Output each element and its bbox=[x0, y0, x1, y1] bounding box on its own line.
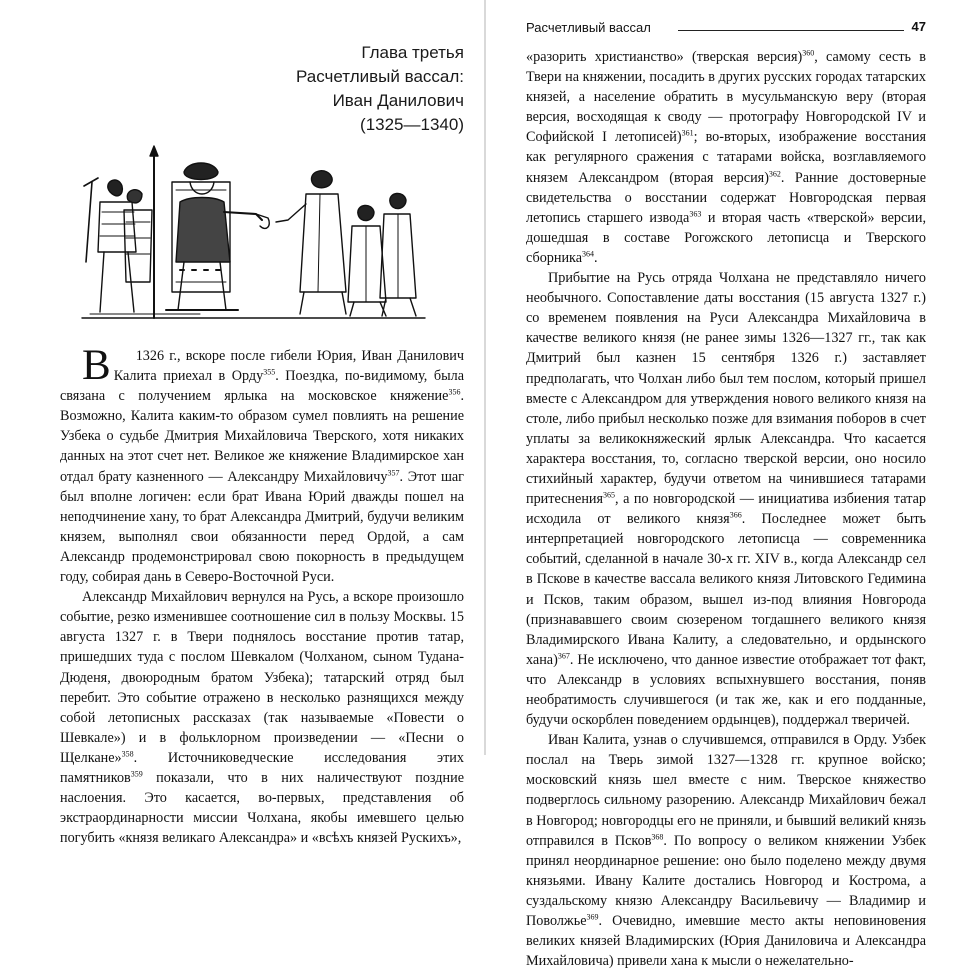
footnote-ref[interactable]: 366 bbox=[729, 510, 742, 520]
right-text-column bbox=[526, 47, 926, 971]
right-page bbox=[486, 0, 970, 970]
footnote-ref[interactable]: 368 bbox=[651, 831, 664, 841]
footnote-ref[interactable]: 369 bbox=[586, 912, 599, 922]
drop-cap: В bbox=[82, 342, 111, 389]
footnote-ref[interactable]: 357 bbox=[387, 467, 400, 477]
chapter-years: (1325—1340) bbox=[360, 115, 464, 134]
footnote-ref[interactable]: 363 bbox=[689, 209, 702, 219]
paragraph: В 1326 г., вскоре после гибели Юрия, Иван Данилович Калита приехал в Орду$^{355}$. Поездка, по-видимому, была связана с получением ярлыка на московское княжение$^{356}$. Возможно, Калита каким-то образом сумел повлиять на решение Узбека о судьбе Дмитрия Михайловича Тверского, хотя никаких данных на этот счет нет. Великое же княжение Владимирское хан отдал брату казненного — Александру Михайловичу$^{357}$. Этот шаг был вполне логичен: если брат Ивана Юрий дважды пошел на неподчинение хану, то брат Александра Дмитрий, будучи великим князем, выполнял свои обязанности перед Ордой, а сам Александр продемонстрировал свою покорность в предыдущем году, собирая дань в Северо-Восточной Руси. bbox=[60, 342, 465, 586]
footnote-ref[interactable]: 358 bbox=[121, 749, 134, 759]
left-text-column bbox=[60, 342, 465, 848]
chapter-title-line1: Расчетливый вассал: bbox=[296, 67, 464, 86]
page-number: 47 bbox=[911, 19, 926, 34]
footnote-ref[interactable]: 364 bbox=[582, 249, 595, 259]
footnote-ref[interactable]: 362 bbox=[768, 168, 781, 178]
left-page bbox=[0, 0, 484, 847]
paragraph: Александр Михайлович вернулся на Русь, а вскоре произошло событие, резко изменившее соотношение сил в пользу Москвы. 15 августа 1327 г. в Твери поднялось восстание против татар, пришедших туда с послом Шевкалом (Чолханом, сыном Тудана-Дюденя, двоюродным братом Узбека); татарский отряд был перебит. Это событие отражено в несколько разнящихся между собой летописных рассказах (так называемые «Повести о Шевкале») и в фольклорном произведении — «Песни о Щелкане»$^{358}$. Источниковедческие исследования этих памятников$^{359}$ показали, что в них наличествуют поздние наслоения. Это касается, во-первых, представления об экстраординарности миссии Чолхана, якобы имевшего целью погубить «князя великаго Александра» и «всѣхъ князей Рускихъ», bbox=[60, 589, 464, 847]
running-head-title: Расчетливый вассал bbox=[526, 20, 651, 35]
footnote-ref[interactable]: 356 bbox=[448, 387, 461, 397]
running-head bbox=[526, 18, 926, 38]
running-head-rule bbox=[678, 30, 904, 31]
chapter-title-line2: Иван Данилович bbox=[332, 91, 464, 110]
footnote-ref[interactable]: 360 bbox=[802, 48, 815, 58]
footnote-ref[interactable]: 365 bbox=[603, 490, 616, 500]
paragraph: Прибытие на Русь отряда Чолхана не представляло ничего необычного. Сопоставление даты восстания (15 августа 1327 г.) со временем появления на Руси Александра Михайловича в качестве великого князя (не ранее зимы 1326—1327 гг., так как Дмитрий был казнен 15 сентября 1326 г.) заставляет предполагать, что Чолхан либо был тем послом, который пришел вместе с Александром для утверждения нового великого князя на столе, либо прибыл несколько позже для взимания поборов в счет уплаты за великокняжеский ярлык Александра. Что касается характера восстания, то, согласно тверской версии, оно носило стихийный характер, будучи ответом на чинившиеся татарами притеснения$^{365}$, а по новгородской — инициатива избиения татар исходила от великого князя$^{366}$. Последнее может быть интерпретацией новгородского летописца — современника событий, сделанной в начале 30-х гг. XIV в., когда Александр сел в Пскове в качестве вассала великого князя Литовского Гедимина и Псков, таким образом, вышел из-под влияния Новгорода (признававшего своим сюзереном тогдашнего великого князя Владимирского Ивана Калиту, а следовательно, и ордынского хана)$^{367}$. Не исключено, что данное известие отображает тот факт, что Александр в условиях вспыхнувшего восстания, поняв необратимость случившегося (и так же, как и его подданные, будучи оскорблен поведением ордынцев), поддержал тверичей. bbox=[526, 270, 926, 729]
footnote-ref[interactable]: 361 bbox=[681, 128, 694, 138]
chapter-label: Глава третья bbox=[361, 43, 464, 62]
chapter-heading bbox=[134, 41, 464, 137]
paragraph: Иван Калита, узнав о случившемся, отправился в Орду. Узбек послал на Тверь зимой 1327—1328 гг. крупное войско; московский князь шел вместе с ним. Тверское княжество подверглось сильному разорению. Александр Михайлович бежал в Новгород; новгородцы его не приняли, и бывший великий князь отправился в Псков$^{368}$. По вопросу о великом княжении Узбек принял неординарное решение: оно было поделено между двумя князьями. Ивану Калите достались Новгород и Кострома, а суздальскому князю Александру Васильевичу — Владимир и Поволжье$^{369}$. Очевидно, имевшие место акты неповиновения великих князей Владимирских (Юрия Даниловича и Александра Михайловича) привели хана к мысли о нежелательно- bbox=[526, 732, 926, 970]
paragraph: «разорить христианство» (тверская версия)$^{360}$, самому сесть в Твери на княжении, посадить в других русских городах татарских князей, а население обратить в мусульманскую веру (вторая версия, восходящая к своду — протографу Новгородской IV и Софийской I летописей)$^{361}$; во-вторых, изображение восстания как регулярного сражения с татарами войска, возглавляемого князем Александром (вторая версия)$^{362}$. Ранние достоверные свидетельства о восстании содержат Новгородская первая летопись старшего извода$^{363}$ и вторая часть «тверской» версии, дошедшая в составе Рогожского летописца и Тверского сборника$^{364}$. bbox=[526, 48, 926, 266]
engraving-khan-court-icon bbox=[80, 142, 430, 322]
footnote-ref[interactable]: 367 bbox=[557, 651, 570, 661]
footnote-ref[interactable]: 355 bbox=[263, 367, 276, 377]
footnote-ref[interactable]: 359 bbox=[130, 769, 143, 779]
